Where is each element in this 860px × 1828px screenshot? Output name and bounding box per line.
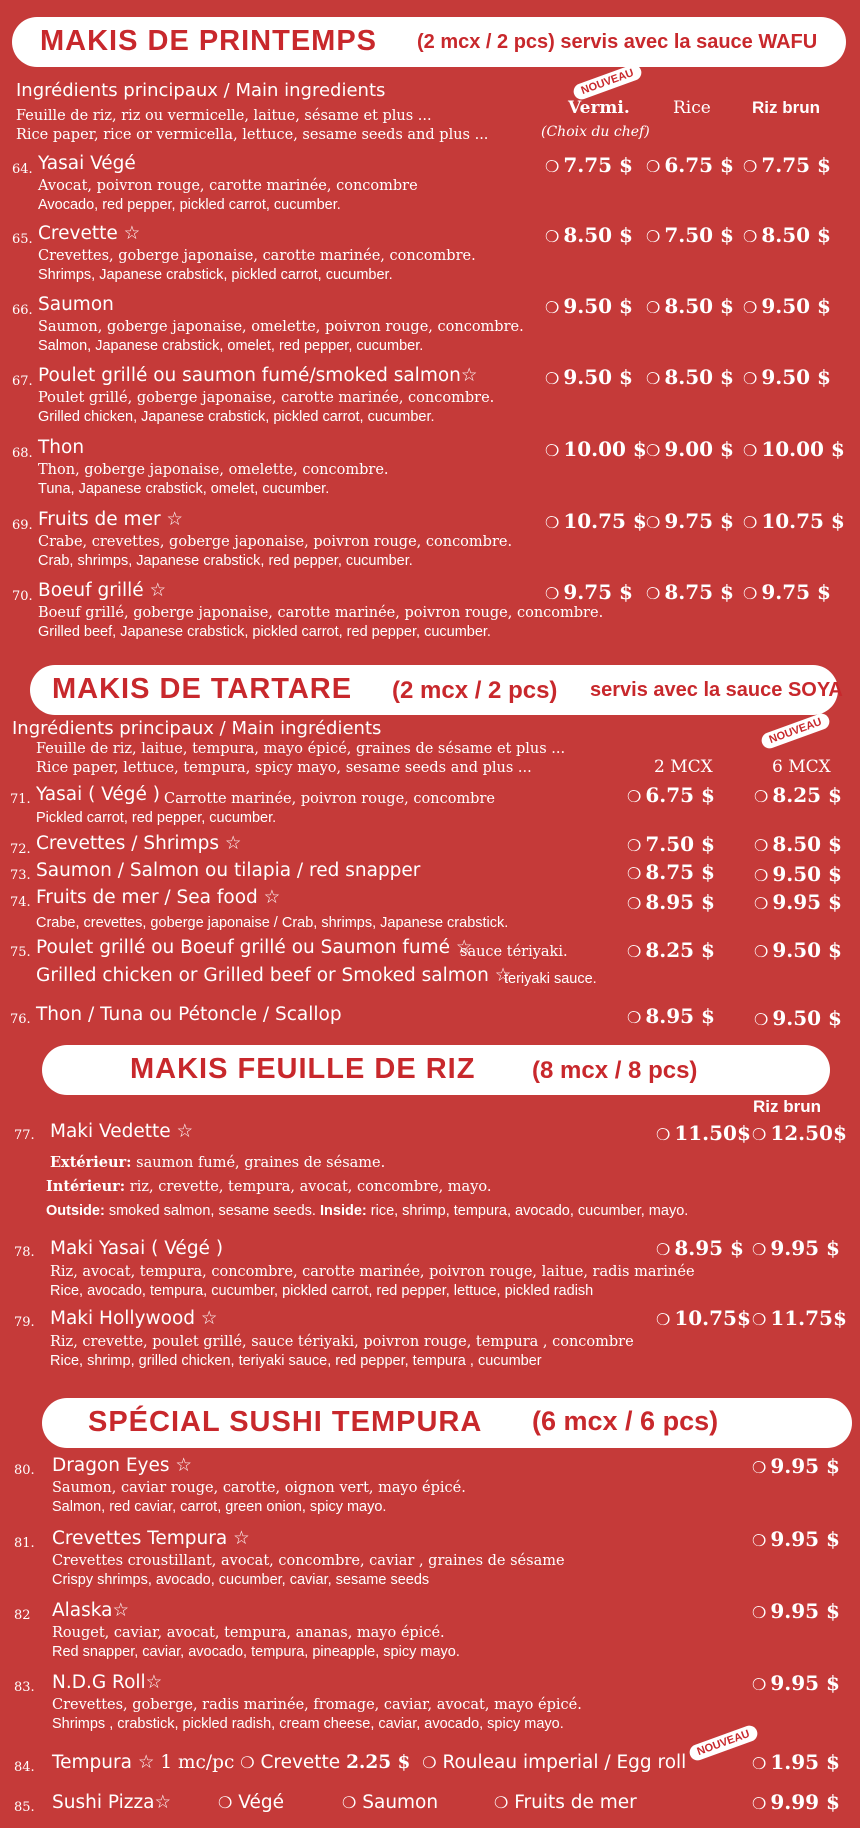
price-2mcx: ❍ 6.75 $ <box>627 783 715 807</box>
price-riz-brun: ❍ 11.75$ <box>752 1306 847 1330</box>
item-desc-fr: Crevettes croustillant, avocat, concombre, caviar , graines de sésame <box>52 1553 565 1569</box>
section-title: MAKIS FEUILLE DE RIZ <box>130 1053 476 1085</box>
item-desc-fr: sauce tériyaki. <box>460 944 568 960</box>
price-6mcx: ❍ 8.50 $ <box>754 832 842 856</box>
item-desc-en: Avocado, red pepper, pickled carrot, cucumber. <box>38 197 341 213</box>
ingredients-fr: Feuille de riz, riz ou vermicelle, laitue, sésame et plus ... <box>16 108 432 124</box>
item-name: Tempura ☆ 1 mc/pc ❍ Crevette 2.25 $ ❍ Rouleau imperial / Egg roll <box>52 1752 687 1773</box>
item-name: Maki Hollywood ☆ <box>50 1308 218 1329</box>
price-2mcx: ❍ 8.95 $ <box>627 890 715 914</box>
item-desc-fr: Avocat, poivron rouge, carotte marinée, concombre <box>38 178 418 194</box>
item-name: Boeuf grillé ☆ <box>38 580 167 601</box>
price-2mcx: ❍ 8.75 $ <box>627 860 715 884</box>
col-riz-brun: Riz brun <box>753 1097 821 1116</box>
section-sauce: servis avec la sauce SOYA <box>590 679 843 701</box>
section-title: MAKIS DE PRINTEMPS <box>40 25 378 57</box>
item-desc-en: Shrimps, Japanese crabstick, pickled carrot, cucumber. <box>38 267 393 283</box>
item-desc-en: Pickled carrot, red pepper, cucumber. <box>36 810 277 826</box>
item-desc-line: Outside: smoked salmon, sesame seeds. Inside: rice, shrimp, tempura, avocado, cucumber, mayo. <box>46 1203 689 1219</box>
item-number: 84. <box>14 1760 35 1775</box>
section-banner-printemps <box>12 17 846 67</box>
item-number: 85. <box>14 1800 35 1815</box>
ingredients-fr: Feuille de riz, laitue, tempura, mayo épicé, graines de sésame et plus ... <box>36 741 566 757</box>
price-col-2: ❍ 9.00 $ <box>646 437 734 461</box>
price-col-2: ❍ 9.75 $ <box>646 509 734 533</box>
section-subtitle: (2 mcx / 2 pcs) servis avec la sauce WAFU <box>417 31 818 53</box>
price-6mcx: ❍ 9.50 $ <box>754 1006 842 1030</box>
item-name: Maki Yasai ( Végé ) <box>50 1238 224 1259</box>
price-riz-brun: ❍ 12.50$ <box>752 1121 847 1145</box>
nouveau-badge: NOUVEAU <box>759 711 831 750</box>
col-riz-brun: Riz brun <box>752 98 820 117</box>
item-desc-fr: Carrotte marinée, poivron rouge, concombre <box>164 791 495 807</box>
item-name: Yasai ( Végé ) <box>36 784 161 805</box>
item-desc-fr: Crabe, crevettes, goberge japonaise, poivron rouge, concombre. <box>38 534 513 550</box>
option-vege: ❍ Végé <box>218 1792 284 1813</box>
col-vermi: Vermi. <box>568 98 630 118</box>
item-desc-en: Crispy shrimps, avocado, cucumber, caviar, sesame seeds <box>52 1572 430 1588</box>
item-name: Thon / Tuna ou Pétoncle / Scallop <box>36 1004 342 1025</box>
nouveau-badge: NOUVEAU <box>687 1723 759 1762</box>
item-desc-fr: Saumon, caviar rouge, carotte, oignon vert, mayo épicé. <box>52 1480 466 1496</box>
price-col-3: ❍ 10.75 $ <box>743 509 845 533</box>
section-title: SPÉCIAL SUSHI TEMPURA <box>88 1406 483 1438</box>
item-number: 70. <box>12 589 33 604</box>
price-2mcx: ❍ 8.95 $ <box>627 1004 715 1028</box>
item-desc-fr: Thon, goberge japonaise, omelette, concombre. <box>38 462 389 478</box>
price-col-2: ❍ 7.50 $ <box>646 223 734 247</box>
item-desc-en: Tuna, Japanese crabstick, omelet, cucumber. <box>38 481 330 497</box>
price-col-2: ❍ 8.50 $ <box>646 294 734 318</box>
item-desc-fr: Riz, avocat, tempura, concombre, carotte marinée, poivron rouge, laitue, radis marinée <box>50 1264 695 1280</box>
price-col-3: ❍ 7.75 $ <box>743 153 831 177</box>
price-col-1: ❍ 10.00 $ <box>545 437 647 461</box>
price: ❍ 9.95 $ <box>752 1454 840 1478</box>
chef-choice-note: (Choix du chef) <box>541 124 650 140</box>
item-name: Alaska☆ <box>52 1600 130 1621</box>
item-name: Fruits de mer / Sea food ☆ <box>36 887 281 908</box>
item-number: 78. <box>14 1245 35 1260</box>
price-6mcx: ❍ 9.50 $ <box>754 938 842 962</box>
col-rice: Rice <box>673 98 711 118</box>
price-col-2: ❍ 6.75 $ <box>646 153 734 177</box>
item-number: 81. <box>14 1536 35 1551</box>
item-name: Crevettes Tempura ☆ <box>52 1528 250 1549</box>
price-2mcx: ❍ 7.50 $ <box>627 832 715 856</box>
item-number: 67. <box>12 374 33 389</box>
price-col-3: ❍ 8.50 $ <box>743 223 831 247</box>
item-desc-line: Extérieur: saumon fumé, graines de sésame. <box>50 1154 386 1171</box>
nouveau-badge: NOUVEAU <box>571 62 643 101</box>
item-desc-en: Crabe, crevettes, goberge japonaise / Crab, shrimps, Japanese crabstick. <box>36 915 509 931</box>
price-col-1: ❍ 9.50 $ <box>545 294 633 318</box>
price: ❍ 9.99 $ <box>752 1790 840 1814</box>
item-desc-en: Salmon, Japanese crabstick, omelet, red pepper, cucumber. <box>38 338 424 354</box>
item-name: Thon <box>38 437 85 458</box>
price: ❍ 9.95 $ <box>752 1599 840 1623</box>
col-6mcx: 6 MCX <box>772 757 831 777</box>
item-number: 75. <box>10 945 31 960</box>
price: ❍ 10.75$ <box>656 1306 751 1330</box>
price-col-2: ❍ 8.50 $ <box>646 365 734 389</box>
item-name: Maki Vedette ☆ <box>50 1121 194 1142</box>
item-desc-fr: Crevettes, goberge, radis marinée, fromage, caviar, avocat, mayo épicé. <box>52 1697 582 1713</box>
item-number: 66. <box>12 303 33 318</box>
section-subtitle: (8 mcx / 8 pcs) <box>532 1057 698 1084</box>
price-6mcx: ❍ 8.25 $ <box>754 783 842 807</box>
section-title: MAKIS DE TARTARE <box>52 673 353 705</box>
item-number: 76. <box>10 1012 31 1027</box>
section-banner-sushi-tempura <box>42 1398 852 1448</box>
price-col-3: ❍ 9.50 $ <box>743 365 831 389</box>
option-saumon: ❍ Saumon <box>342 1792 439 1813</box>
price-2mcx: ❍ 8.25 $ <box>627 938 715 962</box>
price-col-3: ❍ 10.00 $ <box>743 437 845 461</box>
item-name: Crevettes / Shrimps ☆ <box>36 833 242 854</box>
item-number: 80. <box>14 1463 35 1478</box>
item-desc-fr: Saumon, goberge japonaise, omelette, poivron rouge, concombre. <box>38 319 524 335</box>
item-name: Yasai Végé <box>38 153 136 174</box>
item-desc-fr: Crevettes, goberge japonaise, carotte marinée, concombre. <box>38 248 476 264</box>
price-col-3: ❍ 9.50 $ <box>743 294 831 318</box>
item-number: 79. <box>14 1315 35 1330</box>
price-col-1: ❍ 10.75 $ <box>545 509 647 533</box>
price-col-2: ❍ 8.75 $ <box>646 580 734 604</box>
col-2mcx: 2 MCX <box>654 757 713 777</box>
ingredients-en: Rice paper, lettuce, tempura, spicy mayo, sesame seeds and plus ... <box>36 760 532 776</box>
item-number: 74. <box>10 895 31 910</box>
price: ❍ 9.95 $ <box>752 1527 840 1551</box>
ingredients-en: Rice paper, rice or vermicella, lettuce, sesame seeds and plus ... <box>16 127 489 143</box>
item-name: Fruits de mer ☆ <box>38 509 184 530</box>
item-name: Saumon / Salmon ou tilapia / red snapper <box>36 860 421 881</box>
item-number: 82 <box>14 1608 31 1623</box>
item-number: 83. <box>14 1680 35 1695</box>
item-desc-en: teriyaki sauce. <box>504 971 597 987</box>
item-number: 69. <box>12 518 33 533</box>
price-col-3: ❍ 9.75 $ <box>743 580 831 604</box>
item-name: N.D.G Roll☆ <box>52 1672 163 1693</box>
item-number: 64. <box>12 162 33 177</box>
item-number: 73. <box>10 868 31 883</box>
price-col-1: ❍ 9.75 $ <box>545 580 633 604</box>
price: ❍ 8.95 $ <box>656 1236 744 1260</box>
item-desc-fr: Poulet grillé, goberge japonaise, carotte marinée, concombre. <box>38 390 495 406</box>
item-name: Dragon Eyes ☆ <box>52 1455 192 1476</box>
item-name: Crevette ☆ <box>38 223 141 244</box>
price: ❍ 11.50$ <box>656 1121 751 1145</box>
price-col-1: ❍ 8.50 $ <box>545 223 633 247</box>
section-subtitle: (2 mcx / 2 pcs) <box>392 677 558 704</box>
item-name: Sushi Pizza☆ <box>52 1792 172 1813</box>
item-desc-en: Rice, shrimp, grilled chicken, teriyaki sauce, red pepper, tempura , cucumber <box>50 1353 542 1369</box>
item-number: 77. <box>14 1128 35 1143</box>
item-desc-en: Rice, avocado, tempura, cucumber, pickled carrot, red pepper, lettuce, pickled radish <box>50 1283 594 1299</box>
ingredients-heading: Ingrédients principaux / Main ingredients <box>16 80 386 101</box>
section-banner-feuille-de-riz <box>42 1045 830 1095</box>
item-desc-en: Red snapper, caviar, avocado, tempura, pineapple, spicy mayo. <box>52 1644 460 1660</box>
item-desc-fr: Boeuf grillé, goberge japonaise, carotte marinée, poivron rouge, concombre. <box>38 605 604 621</box>
item-number: 68. <box>12 446 33 461</box>
price-6mcx: ❍ 9.95 $ <box>754 890 842 914</box>
item-desc-fr: Rouget, caviar, avocat, tempura, ananas, mayo épicé. <box>52 1625 445 1641</box>
item-desc-en: Grilled chicken, Japanese crabstick, pickled carrot, cucumber. <box>38 409 435 425</box>
item-desc-en: Grilled beef, Japanese crabstick, pickled carrot, red pepper, cucumber. <box>38 624 491 640</box>
item-desc-en: Shrimps , crabstick, pickled radish, cream cheese, caviar, avocado, spicy mayo. <box>52 1716 564 1732</box>
ingredients-heading: Ingrédients principaux / Main ingrédients <box>12 718 382 739</box>
price-col-1: ❍ 9.50 $ <box>545 365 633 389</box>
option-fruits-de-mer: ❍ Fruits de mer <box>494 1792 637 1813</box>
price-col-1: ❍ 7.75 $ <box>545 153 633 177</box>
price-riz-brun: ❍ 9.95 $ <box>752 1236 840 1260</box>
section-subtitle: (6 mcx / 6 pcs) <box>532 1406 719 1436</box>
price-6mcx: ❍ 9.50 $ <box>754 862 842 886</box>
item-name: Poulet grillé ou Boeuf grillé ou Saumon fumé ☆ <box>36 937 473 958</box>
item-number: 71. <box>10 792 31 807</box>
item-desc-fr: Riz, crevette, poulet grillé, sauce tériyaki, poivron rouge, tempura , concombre <box>50 1334 634 1350</box>
item-name: Poulet grillé ou saumon fumé/smoked salmon☆ <box>38 365 478 386</box>
item-number: 65. <box>12 232 33 247</box>
item-desc-line: Intérieur: riz, crevette, tempura, avocat, concombre, mayo. <box>46 1178 492 1195</box>
item-desc-en: Salmon, red caviar, carrot, green onion, spicy mayo. <box>52 1499 387 1515</box>
section-banner-tartare <box>30 665 843 715</box>
item-desc-en: Crab, shrimps, Japanese crabstick, red pepper, cucumber. <box>38 553 413 569</box>
item-name-en: Grilled chicken or Grilled beef or Smoked salmon ☆ <box>36 965 512 986</box>
price: ❍ 1.95 $ <box>752 1750 840 1774</box>
price: ❍ 9.95 $ <box>752 1671 840 1695</box>
item-number: 72. <box>10 842 31 857</box>
item-name: Saumon <box>38 294 114 315</box>
